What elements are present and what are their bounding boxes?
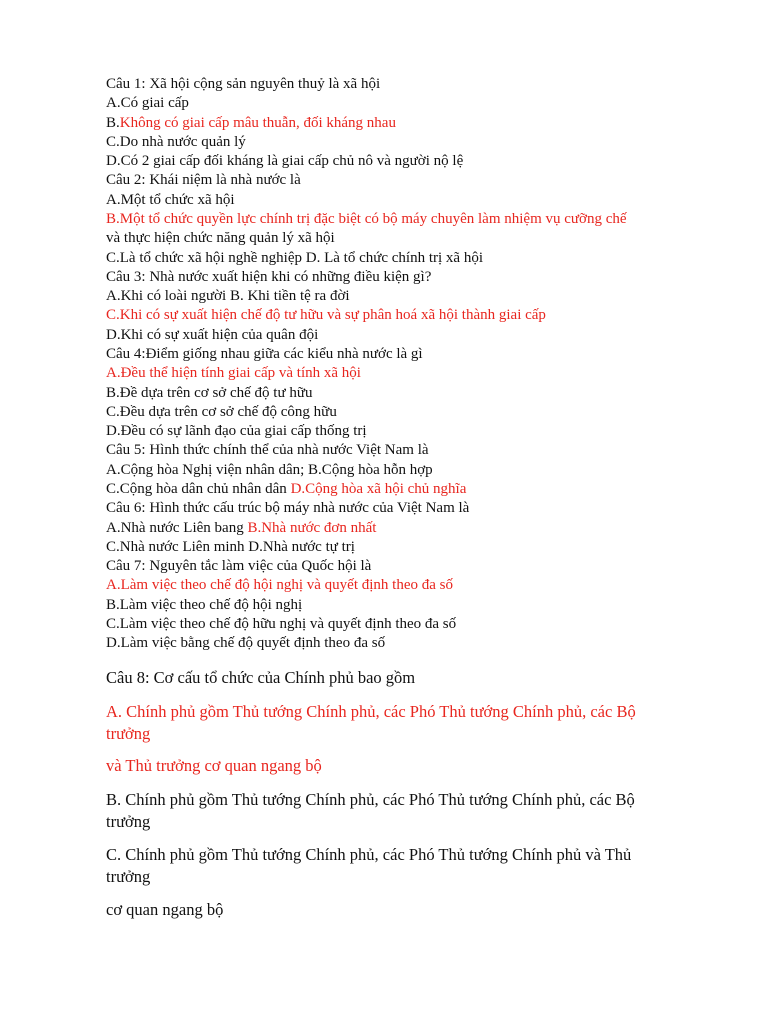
text-line [106,210,627,229]
text-line [106,788,635,812]
text-segment: Câu 4:Điểm giống nhau giữa các kiểu nhà nước là gì [106,346,423,362]
text-line [106,326,318,345]
highlighted-answer: trưởng [106,724,151,743]
text-line [106,557,371,576]
text-segment: B.Làm việc theo chế độ hội nghị [106,597,303,613]
text-line [106,403,337,422]
text-line [106,810,150,834]
text-segment: B. Chính phủ gồm Thủ tướng Chính phủ, các Phó Thủ tướng Chính phủ, các Bộ [106,790,635,809]
text-line [106,722,150,746]
text-segment: C.Do nhà nước quản lý [106,134,246,150]
text-segment: D.Khi có sự xuất hiện của quân đội [106,327,319,343]
text-line [106,615,456,634]
text-line [106,596,302,615]
text-segment: Câu 5: Hình thức chính thể của nhà nước Việt Nam là [106,442,429,458]
text-segment: A.Cộng hòa Nghị viện nhân dân; B.Cộng hòa hỗn hợp [106,462,433,478]
text-line [106,666,415,690]
text-segment: B. [106,115,120,131]
text-segment: C.Đều dựa trên cơ sở chế độ công hữu [106,404,337,420]
text-line [106,152,463,171]
text-segment: D.Làm việc bằng chế độ quyết định theo đa số [106,635,386,651]
text-line [106,576,453,595]
text-line [106,75,380,94]
text-segment: D.Có 2 giai cấp đối kháng là giai cấp chủ nô và người nộ lệ [106,153,464,169]
highlighted-answer: và Thủ trưởng cơ quan ngang bộ [106,756,322,775]
highlighted-answer: B.Nhà nước đơn nhất [247,520,377,536]
text-line [106,898,223,922]
text-line [106,843,631,867]
text-line [106,287,350,306]
text-segment: cơ quan ngang bộ [106,900,224,919]
text-line [106,94,189,113]
text-segment: A.Có giai cấp [106,95,189,111]
highlighted-answer: C.Khi có sự xuất hiện chế độ tư hữu và sự phân hoá xã hội thành giai cấp [106,307,546,323]
text-segment: Câu 6: Hình thức cấu trúc bộ máy nhà nước của Việt Nam là [106,500,470,516]
text-segment: C.Là tổ chức xã hội nghề nghiệp D. Là tổ chức chính trị xã hội [106,250,483,266]
text-line [106,634,385,653]
text-line [106,754,322,778]
text-segment: Câu 1: Xã hội cộng sản nguyên thuỷ là xã hội [106,76,381,92]
text-segment: và thực hiện chức năng quản lý xã hội [106,230,335,246]
text-segment: A.Một tổ chức xã hội [106,192,235,208]
text-line [106,538,355,557]
text-segment: Câu 7: Nguyên tắc làm việc của Quốc hội là [106,558,372,574]
text-segment: C.Nhà nước Liên minh D.Nhà nước tự trị [106,539,355,555]
text-line [106,345,423,364]
text-line [106,441,429,460]
text-line [106,306,546,325]
text-line [106,191,235,210]
text-segment: C.Làm việc theo chế độ hữu nghị và quyết định theo đa số [106,616,457,632]
text-segment: trưởng [106,867,151,886]
highlighted-answer: D.Cộng hòa xã hội chủ nghĩa [290,481,467,497]
text-line [106,519,376,538]
highlighted-answer: A.Đều thể hiện tính giai cấp và tính xã hội [106,365,361,381]
text-line [106,499,469,518]
text-segment: D.Đều có sự lãnh đạo của giai cấp thống trị [106,423,367,439]
text-line [106,249,483,268]
text-line [106,461,433,480]
text-segment: C.Cộng hòa dân chủ nhân dân [106,481,291,497]
text-line [106,700,636,724]
text-line [106,171,301,190]
text-line [106,480,466,499]
text-line [106,114,396,133]
text-segment: C. Chính phủ gồm Thủ tướng Chính phủ, các Phó Thủ tướng Chính phủ và Thủ [106,845,632,864]
highlighted-answer: A.Làm việc theo chế độ hội nghị và quyết định theo đa số [106,577,453,593]
text-line [106,268,431,287]
highlighted-answer: Không có giai cấp mâu thuẫn, đối kháng nhau [119,115,396,131]
text-segment: A.Nhà nước Liên bang [106,520,248,536]
text-segment: B.Đề dựa trên cơ sở chế độ tư hữu [106,385,313,401]
highlighted-answer: B.Một tổ chức quyền lực chính trị đặc biệt có bộ máy chuyên làm nhiệm vụ cưỡng chế [106,211,627,227]
text-segment: Câu 8: Cơ cấu tổ chức của Chính phủ bao gồm [106,668,416,687]
text-line [106,865,150,889]
text-segment: Câu 3: Nhà nước xuất hiện khi có những điều kiện gì? [106,269,432,285]
highlighted-answer: A. Chính phủ gồm Thủ tướng Chính phủ, các Phó Thủ tướng Chính phủ, các Bộ [106,702,636,721]
text-line [106,384,312,403]
text-segment: Câu 2: Khái niệm là nhà nước là [106,172,301,188]
text-line [106,364,361,383]
text-line [106,133,246,152]
text-segment: A.Khi có loài người B. Khi tiền tệ ra đời [106,288,350,304]
text-segment: trưởng [106,812,151,831]
text-line [106,229,335,248]
text-line [106,422,367,441]
